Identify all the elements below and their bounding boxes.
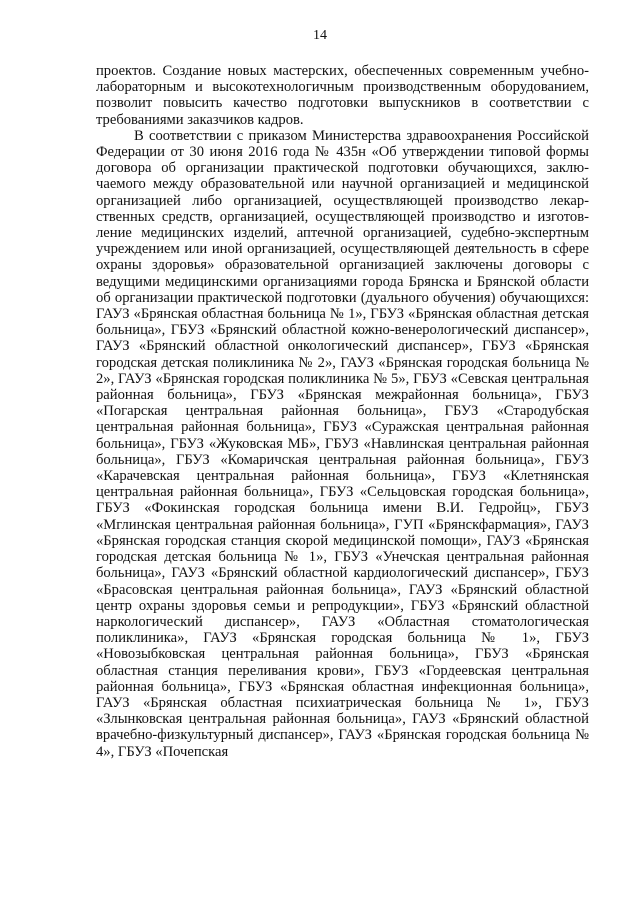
page-number: 14 bbox=[313, 28, 327, 43]
paragraph-agreements: В соответствии с приказом Министерства здравоохранения Российской Федерации от 30 июня 2016 года № 435н «Об утверждении типовой формы договора об организации практической подготовки обучающихся, заключаемого между образовательной или научной организацией и медицинской организацией либо организацией, осуществляющей производство лекарственных средств, организацией, осуществляющей производство и изготовление медицинских изделий, аптечной организацией, судебно-экспертным учреждением или иной организацией, осуществляющей деятельность в сфере охраны здоровья» образовательной организацией заключены договоры с ведущими медицинскими организациями города Брянска и Брянской области об организации практической подготовки (дуального обучения) обучающихся: ГАУЗ «Брянская областная больница № 1», ГБУЗ «Брянская областная детская больница», ГБУЗ «Брянский областной кожно-венерологический диспансер», ГАУЗ «Брянский областной онкологический диспансер», ГБУЗ «Брянская городская детская поликлиника № 2», ГАУЗ «Брянская городская больница № 2», ГАУЗ «Брянская городская поликлиника № 5», ГБУЗ «Севская центральная районная больница», ГБУЗ «Брянская межрайонная больница», ГБУЗ «Погарская центральная районная больница», ГБУЗ «Стародубская центральная районная больница», ГБУЗ «Суражская центральная районная больница», ГБУЗ «Жуковская МБ», ГБУЗ «Навлинская центральная районная больница», ГБУЗ «Комаричская центральная районная больница», ГБУЗ «Карачевская центральная районная больница», ГБУЗ «Клетнянская центральная районная больница», ГБУЗ «Сельцовская городская больница», ГБУЗ «Фокинская городская больница имени В.И. Гедройц», ГБУЗ «Мглинская центральная районная больница», ГУП «Брянскфармация», ГАУЗ «Брянская городская станция скорой медицинской помощи», ГАУЗ «Брянская городская детская больница № 1», ГБУЗ «Унечская центральная районная больница», ГАУЗ «Брянский областной кардиологический диспансер», ГБУЗ «Брасовская центральная районная больница», ГАУЗ «Брянский областной центр охраны здоровья семьи и репродукции», ГБУЗ «Брянский областной наркологический диспансер», ГАУЗ «Областная стоматологическая поликлиника», ГАУЗ «Брянская городская больница № 1», ГБУЗ «Новозыбковская центральная районная больница», ГБУЗ «Брянская областная станция переливания крови», ГБУЗ «Гордеевская центральная районная больница», ГБУЗ «Брянская областная инфекционная больница», ГАУЗ «Брянская областная психиатрическая больница № 1», ГБУЗ «Злынковская центральная районная больница», ГАУЗ «Брянский областной врачебно-физкультурный диспансер», ГАУЗ «Брянская городская больница № 4», ГБУЗ «Почепская bbox=[96, 127, 589, 760]
paragraph-continuation: проектов. Создание новых мастерских, обеспеченных современным учебно-лабораторным и высокотехнологичным производственным оборудованием, позволит повысить качество подготовки выпускников в соответствии с требованиями заказчиков кадров. bbox=[96, 63, 589, 128]
body-text bbox=[96, 63, 589, 760]
